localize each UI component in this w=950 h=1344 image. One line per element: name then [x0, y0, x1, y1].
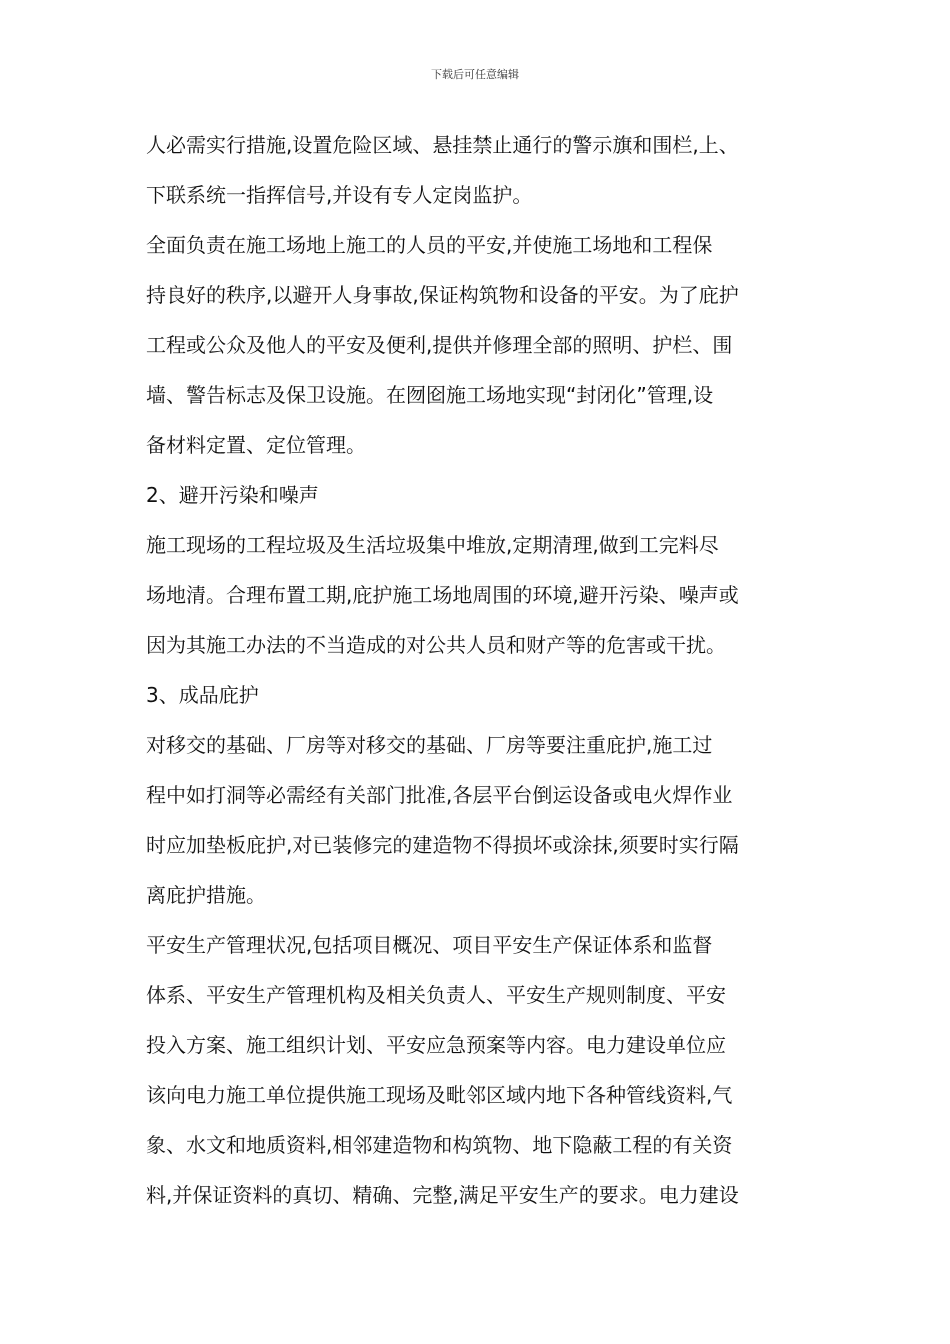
text-line: 离庇护措施。	[146, 883, 266, 907]
body-text	[146, 125, 816, 1225]
text-line: 对移交的基础、厂房等对移交的基础、厂房等要注重庇护,施工过	[146, 733, 713, 757]
text-line: 体系、平安生产管理机构及相关负责人、平安生产规则制度、平安	[146, 983, 726, 1007]
text-line: 持良好的秩序,以避开人身事故,保证构筑物和设备的平安。为了庇护	[146, 283, 739, 307]
text-line: 工程或公众及他人的平安及便利,提供并修理全部的照明、护栏、围	[146, 333, 733, 357]
text-line: 墙、警告标志及保卫设施。在囫囵施工场地实现“封闭化”管理,设	[146, 383, 714, 407]
text-line: 备材料定置、定位管理。	[146, 433, 366, 457]
text-line: 平安生产管理状况,包括项目概况、项目平安生产保证体系和监督	[146, 933, 713, 957]
text-line: 因为其施工办法的不当造成的对公共人员和财产等的危害或干扰。	[146, 633, 726, 657]
text-line: 料,并保证资料的真切、精确、完整,满足平安生产的要求。电力建设	[146, 1183, 739, 1207]
text-line: 象、水文和地质资料,相邻建造物和构筑物、地下隐蔽工程的有关资	[146, 1133, 733, 1157]
text-line: 场地清。合理布置工期,庇护施工场地周围的环境,避开污染、噪声或	[146, 583, 739, 607]
text-line: 下联系统一指挥信号,并设有专人定岗监护。	[146, 183, 533, 207]
section-heading: 2、避开污染和噪声	[146, 483, 319, 507]
text-line: 程中如打洞等必需经有关部门批准,各层平台倒运设备或电火焊作业	[146, 783, 733, 807]
section-heading: 3、成品庇护	[146, 683, 259, 707]
text-line: 投入方案、施工组织计划、平安应急预案等内容。电力建设单位应	[146, 1033, 726, 1057]
text-line: 该向电力施工单位提供施工现场及毗邻区域内地下各种管线资料,气	[146, 1083, 733, 1107]
page-header: 下载后可任意编辑	[431, 68, 519, 81]
text-line: 全面负责在施工场地上施工的人员的平安,并使施工场地和工程保	[146, 233, 713, 257]
text-line: 施工现场的工程垃圾及生活垃圾集中堆放,定期清理,做到工完料尽	[146, 533, 719, 557]
text-line: 人必需实行措施,设置危险区域、悬挂禁止通行的警示旗和围栏,上、	[146, 133, 739, 157]
text-line: 时应加垫板庇护,对已装修完的建造物不得损坏或涂抹,须要时实行隔	[146, 833, 739, 857]
